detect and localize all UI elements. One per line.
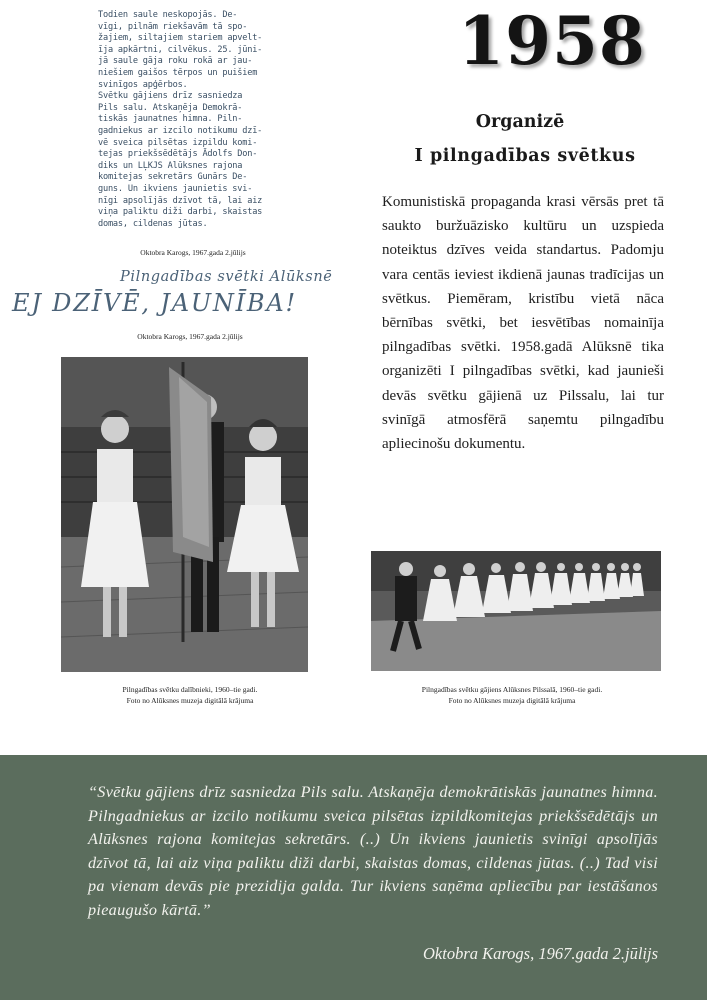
photo1-caption-line2: Foto no Alūksnes muzeja digitālā krājuma: [126, 696, 254, 705]
quote-text: “Svētku gājiens drīz sasniedza Pils salu. Atskaņēja demokrātiskās jaunatnes himna. Pilngadniekus ar izcilo notikumu sveica pilsētas izpildkomitejas priekšsēdētājs un Alūksnes rajona komitejas sekretārs. (..) Un ikviens jaunietis svinīgi apsolījās dzīvot tā, lai aiz viņa paliktu diži darbi, skaistas domas, cildenas jūtas. (..) Tad visi pa vienam devās pie prezidija galda. Tur ikviens saņēma apliecību par iestāšanos pieaugušo kārtā.”: [88, 783, 658, 919]
clipping-caption: Oktobra Karogs, 1967.gada 2.jūlijs: [140, 248, 246, 257]
headline-caption: Oktobra Karogs, 1967.gada 2.jūlijs: [137, 332, 243, 341]
title-line-2: I pilngadības svētkus: [414, 146, 636, 166]
photo1-caption: [95, 684, 285, 706]
procession-photo-drawing: [371, 551, 661, 671]
photo2-caption-line1: Pilngadības svētku gājiens Alūksnes Pilssalā, 1960–tie gadi.: [421, 685, 603, 694]
photo2-caption-line2: Foto no Alūksnes muzeja digitālā krājuma: [448, 696, 576, 705]
title-line-1: Organizē: [475, 112, 565, 132]
newspaper-clipping-text: Todien saule neskopojās. De- vīgi, pilnām riekšavām tā spo- žajiem, siltajiem stariem apvelt- īja apkārtni, cilvēkus. 25. jūni- jā saule gāja roku rokā ar jau- niešiem gaišos tērpos un puišiem svinīgos apģērbos. Svētku gājiens drīz sasniedza Pils salu. Atskaņēja Demokrā- tiskās jaunatnes himna. Piln- gadniekus ar izcilo notikumu dzī- vē sveica pilsētas izpildu komi- tejas priekšsēdētājs Ādolfs Don- diks un LĻKJS Alūksnes rajona komitejas sekretārs Gunārs De- guns. Un ikviens jaunietis svi- nīgi apsolījās dzīvot tā, lai aiz viņa paliktu diži darbi, skaistas domas, cildenas jūtas.: [98, 10, 263, 229]
photo2-caption: [392, 684, 632, 706]
participants-photo-drawing: [61, 357, 308, 672]
quote-source: Oktobra Karogs, 1967.gada 2.jūlijs: [423, 944, 658, 963]
procession-photo: [371, 551, 661, 671]
photo1-caption-line1: Pilngadības svētku dalībnieki, 1960–tie gadi.: [122, 685, 258, 694]
headline-title: EJ DZĪVĒ, JAUNĪBA!: [12, 289, 297, 317]
body-paragraph: Komunistiskā propaganda krasi vērsās pret tā saukto buržuāzisko kultūru un uzspieda noteiktus dzīves veida standartus. Padomju vara centās ieviest ikdienā jaunas tradīcijas un svētkus. Piemēram, kristību vietā nāca bērnības svētki, bet iesvētības nomainīja pilngadības svētki. 1958.gadā Alūksnē tika organizēti I pilngadības svētki, kad jaunieši devās svētku gājienā uz Pilssalu, lai tur svinīgā atmosfērā saņemtu pilngadību apliecinošu dokumentu.: [382, 194, 664, 453]
participants-photo: [61, 357, 308, 672]
year-heading: 1958: [458, 2, 646, 80]
headline-subtitle: Pilngadības svētki Alūksnē: [120, 269, 333, 285]
